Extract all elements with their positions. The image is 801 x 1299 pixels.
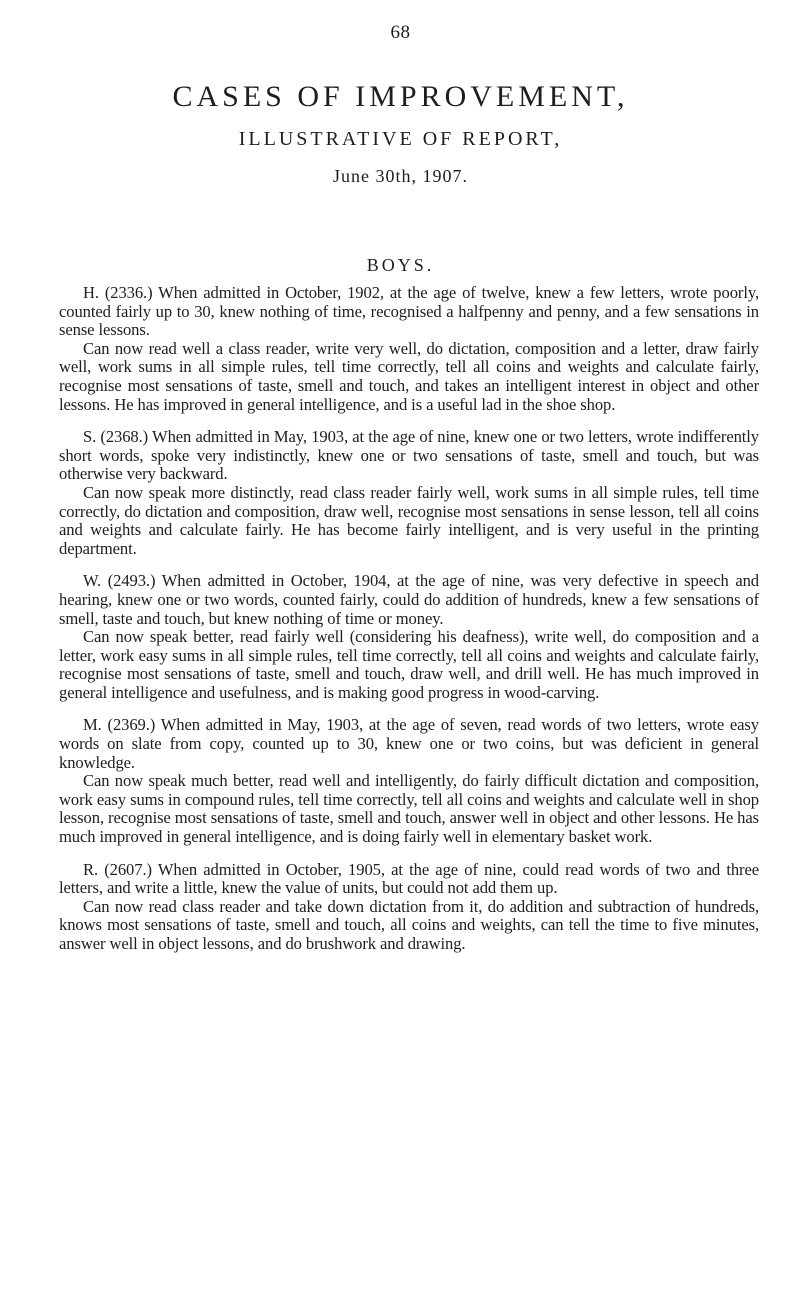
case-intro: M. (2369.) When admitted in May, 1903, at the age of seven, read words of two letters, wrote easy words on slate from copy, counted up to 30, knew one or two coins, but was deficient in general knowledge. — [59, 715, 759, 772]
case-progress: Can now read class reader and take down dictation from it, do addition and subtraction of hundreds, knows most sensations of taste, smell and touch, all coins and weights, can tell the time to five minutes, answer well in object lessons, and do brushwork and drawing. — [59, 896, 759, 953]
case-intro: H. (2336.) When admitted in October, 1902, at the age of twelve, knew a few letters, wrote poorly, counted fairly up to 30, knew nothing of time, recognised a halfpenny and penny, and a few sensations in sense lessons. — [59, 283, 759, 340]
case-entry — [59, 428, 759, 558]
page-number: 68 — [390, 22, 411, 43]
case-entry — [59, 861, 759, 954]
case-progress: Can now read well a class reader, write very well, do dictation, composition and a letter, draw fairly well, work sums in all simple rules, tell time correctly, tell all coins and weights and calculate fairly, recognise most sensations of taste, smell and touch, and takes an intelligent interest in object and other lessons. He has improved in general intelligence, and is a useful lad in the shoe shop. — [59, 338, 759, 414]
case-list — [59, 284, 759, 968]
report-date: June 30th, 1907. — [333, 166, 468, 186]
page-subheading: ILLUSTRATIVE OF REPORT, — [238, 128, 563, 150]
case-intro: S. (2368.) When admitted in May, 1903, at the age of nine, knew one or two letters, wrote indifferently short words, spoke very indistinctly, knew one or two sensations of taste, smell and touch, but was otherwise very backward. — [59, 427, 759, 484]
section-title: BOYS. — [366, 255, 435, 275]
case-entry — [59, 284, 759, 414]
case-progress: Can now speak more distinctly, read class reader fairly well, work sums in all simple rules, tell time correctly, do dictation and composition, draw well, recognise most sensations in sense lesson, tell all coins and weights and calculate fairly. He has become fairly intelligent, and is very useful in the printing department. — [59, 482, 759, 558]
case-intro: R. (2607.) When admitted in October, 1905, at the age of nine, could read words of two and three letters, and write a little, knew the value of units, but could not add them up. — [59, 859, 759, 898]
page-heading: CASES OF IMPROVEMENT, — [172, 80, 629, 113]
case-progress: Can now speak much better, read well and intelligently, do fairly difficult dictation and composition, work easy sums in compound rules, tell time correctly, tell all coins and weights and calculate well in shop lesson, recognise most sensations of taste, smell and touch, answer well in object and other lessons. He has much improved in general intelligence, and is doing fairly well in elementary basket work. — [59, 771, 759, 847]
case-entry — [59, 572, 759, 702]
case-progress: Can now speak better, read fairly well (considering his deafness), write well, do composition and a letter, work easy sums in all simple rules, tell time correctly, tell all coins and weights and calculate fairly, recognise most sensations of taste, smell and touch, draw well, and drill well. He has much improved in general intelligence and usefulness, and is making good progress in wood-carving. — [59, 627, 759, 702]
case-entry — [59, 716, 759, 846]
case-intro: W. (2493.) When admitted in October, 1904, at the age of nine, was very defective in speech and hearing, knew one or two words, counted fairly, could do addition of hundreds, knew a few sensations of smell, taste and touch, but knew nothing of time or money. — [59, 571, 759, 628]
